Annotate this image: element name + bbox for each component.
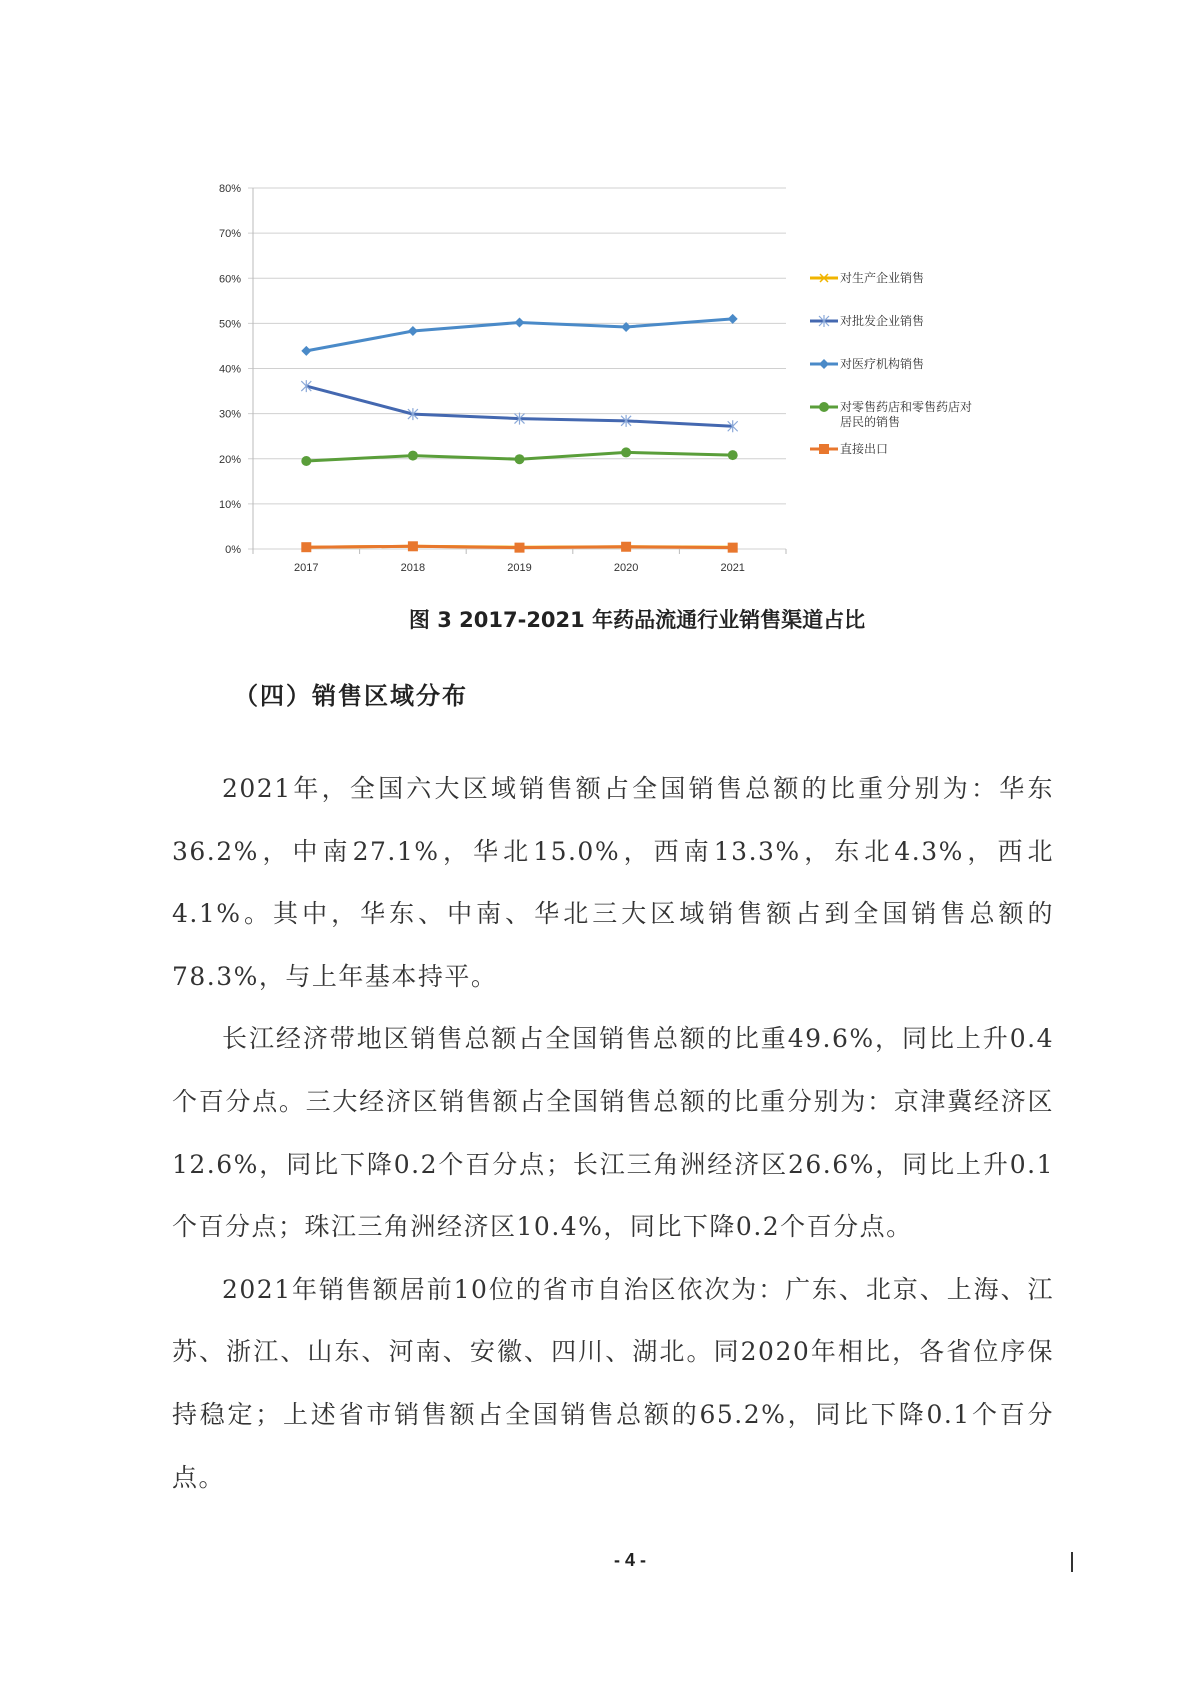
paragraph: 长江经济带地区销售总额占全国销售总额的比重49.6%，同比上升0.4个百分点。三大经济区销售额占全国销售总额的比重分别为：京津冀经济区12.6%，同比下降0.2个百分点；长江三角洲经济区26.6%，同比上升0.1个百分点；珠江三角洲经济区10.4%，同比下降0.2个百分点。 [172,1024,1054,1242]
data-point [301,542,311,552]
data-point [301,346,311,356]
data-point [621,542,631,552]
legend-label: 对批发企业销售 [840,314,925,328]
x-tick-label: 2020 [613,562,639,574]
x-tick-label: 2018 [400,562,426,574]
y-tick-label: 80% [218,183,241,195]
legend-marker [819,359,829,369]
y-tick-label: 0% [225,544,241,556]
legend-label: 对生产企业销售 [840,271,925,285]
legend-label: 直接出口 [840,442,889,456]
y-tick-label: 70% [218,228,241,241]
y-tick-label: 60% [218,273,241,286]
y-tick-label: 10% [218,498,241,511]
y-tick-label: 20% [218,453,241,466]
data-point [515,543,525,553]
legend-label: 居民的销售 [840,415,901,429]
legend-label: 对医疗机构销售 [840,357,925,371]
margin-mark [1071,1552,1073,1572]
page-number: - 4 - [613,1550,646,1570]
legend-label: 对零售药店和零售药店对 [840,400,973,414]
sales-channel-line-chart [195,170,1055,590]
y-tick-label: 50% [218,318,241,331]
paragraph: 2021年销售额居前10位的省市自治区依次为：广东、北京、上海、江苏、浙江、山东、河南、安徽、四川、湖北。同2020年相比，各省位序保持稳定；上述省市销售额占全国销售总额的65.2%，同比下降0.1个百分点。 [172,1274,1054,1492]
x-tick-label: 2019 [507,562,532,574]
section-heading: （四）销售区域分布 [234,682,468,710]
body-text [172,758,1054,1509]
x-tick-label: 2021 [720,562,745,574]
paragraph: 2021年，全国六大区域销售额占全国销售总额的比重分别为：华东36.2%，中南27.1%，华北15.0%，西南13.3%，东北4.3%，西北4.1%。其中，华东、中南、华北三大区域销售额占到全国销售总额的78.3%，与上年基本持平。 [172,774,1054,991]
legend-marker [819,402,829,412]
x-tick-label: 2017 [294,562,319,574]
figure-caption: 图 3 2017-2021 年药品流通行业销售渠道占比 [408,608,866,632]
data-point [728,450,738,460]
legend-marker [819,444,829,454]
data-point [728,543,738,553]
y-tick-label: 30% [218,408,241,421]
data-point [408,326,418,336]
data-point [301,456,311,466]
data-point [408,541,418,551]
y-tick-label: 40% [218,363,241,376]
data-point [408,451,418,461]
data-point [515,454,525,464]
data-point [728,314,738,324]
data-point [515,317,525,327]
data-point [621,447,631,457]
